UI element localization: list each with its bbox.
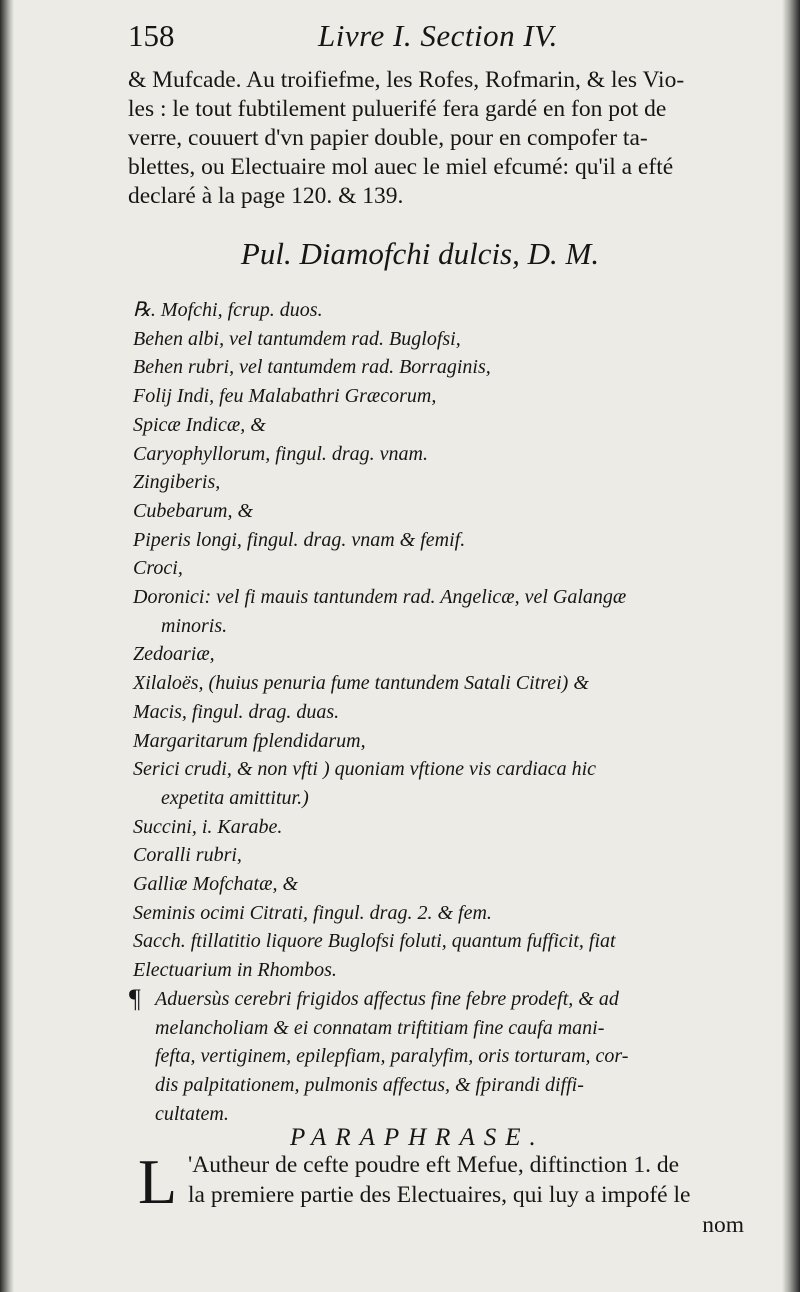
line-text: minoris. (161, 614, 228, 637)
line-text: Coralli rubri, (133, 844, 242, 867)
text-line: blettes, ou Electuaire mol auec le miel efcumé: qu'il a efté (128, 154, 674, 180)
formula-title: Pul. Diamofchi dulcis, D. M. (240, 236, 600, 271)
line-text: Zedoariæ, (133, 643, 215, 666)
recipe-line-continuation (133, 612, 763, 641)
recipe-ingredient (133, 411, 763, 440)
usage-note-line (129, 983, 763, 1014)
usage-note-line (133, 1071, 763, 1100)
text-line: 'Autheur de cefte poudre eft Mefue, diftinction 1. de (188, 1152, 680, 1178)
catchword: nom (702, 1212, 744, 1238)
recipe-ingredient (133, 841, 763, 870)
recipe-ingredient (133, 698, 763, 727)
line-text: Folij Indi, feu Malabathri Græcorum, (133, 385, 437, 408)
line-text: Aduersùs cerebri frigidos affectus fine febre prodeft, & ad (155, 987, 619, 1010)
recipe-ingredient (133, 899, 763, 928)
recipe-ingredient (133, 440, 763, 469)
line-text: melancholiam & ei connatam triftitiam fine caufa mani- (155, 1016, 605, 1039)
line-text: Electuarium in Rhombos. (133, 959, 337, 982)
paraphrase-paragraph (138, 1146, 758, 1240)
text-line: & Mufcade. Au troifiefme, les Rofes, Rofmarin, & les Vio- (128, 67, 685, 93)
line-text: Caryophyllorum, fingul. drag. vnam. (133, 442, 428, 465)
recipe-ingredient (133, 755, 763, 784)
page-header (128, 18, 598, 58)
page-number: 158 (128, 18, 175, 53)
recipe-ingredient (133, 640, 763, 669)
line-text: expetita amittitur.) (161, 786, 309, 809)
line-text: Behen albi, vel tantumdem rad. Buglofsi, (133, 327, 461, 350)
line-text: Spicæ Indicæ, & (133, 413, 266, 436)
usage-note-line (133, 1042, 763, 1071)
line-text: Xilaloës, (huius penuria fume tantundem Satali Citrei) & (133, 672, 589, 695)
line-text: Piperis longi, fingul. drag. vnam & femif. (133, 528, 466, 551)
line-text: fefta, vertiginem, epilepfiam, paralyfim, oris torturam, cor- (155, 1045, 629, 1068)
line-text: Sacch. ftillatitio liquore Buglofsi foluti, quantum fufficit, fiat (133, 930, 616, 953)
recipe-line-continuation (133, 784, 763, 813)
line-text: Seminis ocimi Citrati, fingul. drag. 2. & fem. (133, 901, 492, 924)
line-text: Cubebarum, & (133, 499, 253, 522)
line-text: Serici crudi, & non vfti ) quoniam vftione vis cardiaca hic (133, 758, 597, 781)
line-text: Succini, i. Karabe. (133, 815, 283, 838)
line-text: Doronici: vel fi mauis tantundem rad. Angelicæ, vel Galangæ (133, 586, 627, 609)
recipe-ingredient (133, 554, 763, 583)
line-text: Behen rubri, vel tantumdem rad. Borraginis, (133, 356, 491, 379)
drop-cap: L (138, 1146, 178, 1217)
recipe-ingredient (133, 526, 763, 555)
recipe-ingredient (133, 497, 763, 526)
text-line: declaré à la page 120. & 139. (128, 183, 404, 209)
line-text: Margaritarum fplendidarum, (133, 729, 366, 752)
line-text: Croci, (133, 557, 183, 580)
usage-note-line (133, 1014, 763, 1043)
text-line: les : le tout fubtilement puluerifé fera gardé en fon pot de (128, 96, 667, 122)
recipe-ingredient (133, 583, 763, 612)
line-text: Galliæ Mofchatæ, & (133, 873, 298, 896)
recipe-ingredient (133, 468, 763, 497)
paraphrase-heading: PARAPHRASE. (290, 1124, 545, 1151)
recipe-ingredient (133, 353, 763, 382)
intro-paragraph (128, 66, 764, 211)
text-line: verre, couuert d'vn papier double, pour en compofer ta- (128, 125, 648, 151)
recipe-list (129, 296, 763, 1128)
line-text: cultatem. (155, 1102, 229, 1125)
recipe-ingredient (133, 296, 763, 325)
recipe-ingredient (133, 669, 763, 698)
recipe-ingredient (133, 382, 763, 411)
recipe-ingredient (133, 325, 763, 354)
running-title: Livre I. Section IV. (318, 18, 558, 53)
line-text: dis palpitationem, pulmonis affectus, & fpirandi diffi- (155, 1073, 584, 1096)
recipe-ingredient (133, 870, 763, 899)
pilcrow-icon: ¶ (129, 983, 141, 1013)
text-line: la premiere partie des Electuaires, qui luy a impofé le (188, 1182, 691, 1208)
recipe-ingredient (133, 813, 763, 842)
line-text: ℞. Mofchi, fcrup. duos. (133, 299, 323, 321)
recipe-ingredient (133, 956, 763, 985)
recipe-ingredient (133, 727, 763, 756)
line-text: Zingiberis, (133, 471, 221, 494)
recipe-ingredient (133, 927, 763, 956)
line-text: Macis, fingul. drag. duas. (133, 700, 340, 723)
